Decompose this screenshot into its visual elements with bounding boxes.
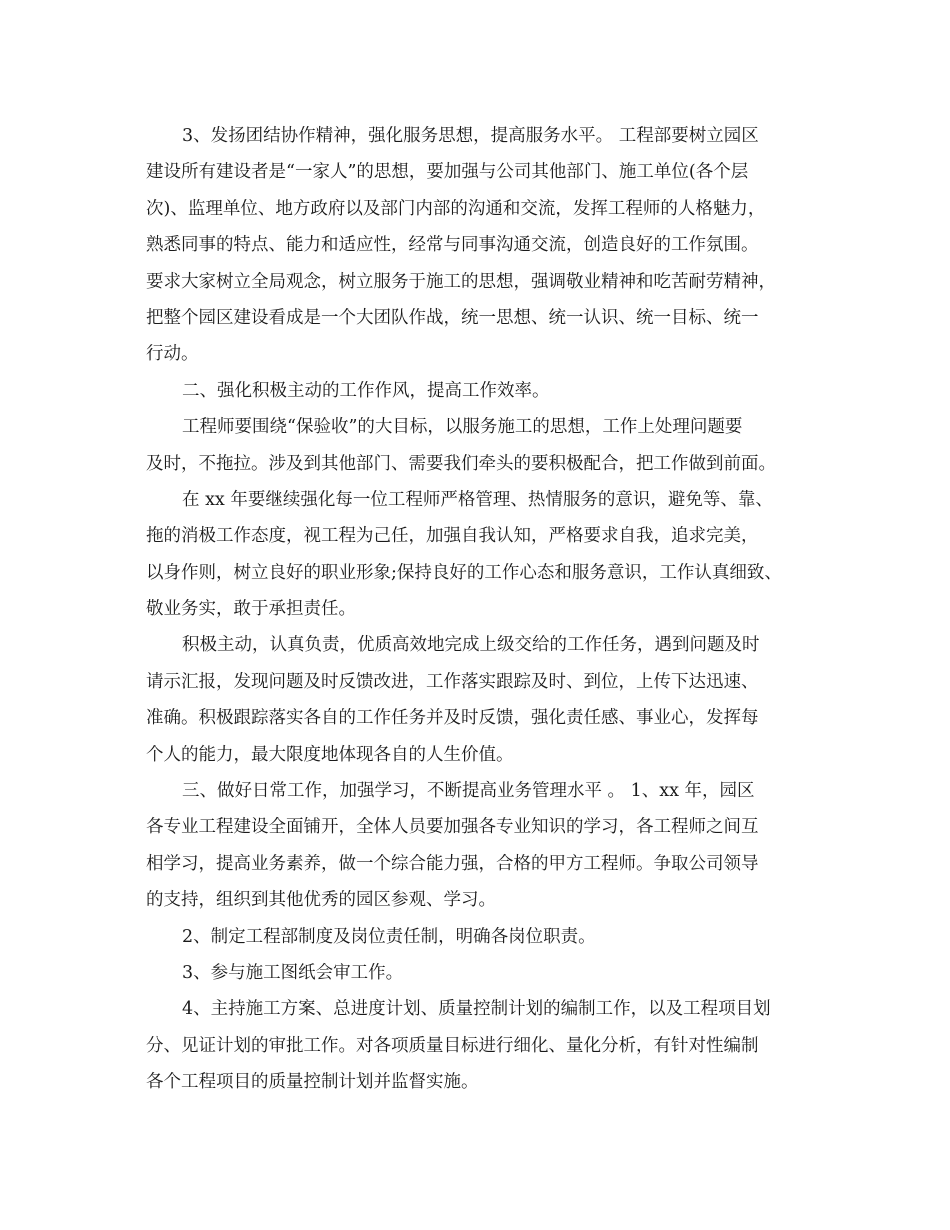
text-line: 各个工程项目的质量控制计划并监督实施。 <box>146 1072 479 1093</box>
text-line: 准确。积极跟踪落实各自的工作任务并及时反馈，强化责任感、事业心，发挥每 <box>146 708 759 729</box>
text-line: 各专业工程建设全面铺开，全体人员要加强各专业知识的学习，各工程师之间互 <box>146 817 759 838</box>
text-line: 积极主动，认真负责，优质高效地完成上级交给的工作任务，遇到问题及时 <box>182 635 760 656</box>
list-item: 4、主持施工方案、总进度计划、质量控制计划的编制工作，以及工程项目划 <box>182 999 771 1020</box>
text-line: 建设所有建设者是“一家人”的思想，要加强与公司其他部门、施工单位(各个层 <box>146 162 749 183</box>
text-line: 以身作则，树立良好的职业形象;保持良好的工作心态和服务意识，工作认真细致、 <box>146 562 782 583</box>
text-line: 3、发扬团结协作精神，强化服务思想，提高服务水平。 工程部要树立园区 <box>182 126 759 146</box>
text-line: 次)、监理单位、地方政府以及部门内部的沟通和交流，发挥工程师的人格魅力， <box>146 198 766 219</box>
text-line: 分、见证计划的审批工作。对各项质量目标进行细化、量化分析，有针对性编制 <box>146 1035 759 1056</box>
text-line: 拖的消极工作态度，视工程为己任，加强自我认知，严格要求自我，追求完美， <box>146 526 759 547</box>
text-line: 个人的能力，最大限度地体现各自的人生价值。 <box>146 744 514 765</box>
text-line: 及时，不拖拉。涉及到其他部门、需要我们牵头的要积极配合，把工作做到前面。 <box>146 453 776 474</box>
document-body <box>146 118 836 1101</box>
text-line: 的支持，组织到其他优秀的园区参观、学习。 <box>146 890 496 911</box>
text-line: 行动。 <box>146 344 199 365</box>
section-heading: 三、做好日常工作，加强学习，不断提高业务管理水平 。 1、xx 年，园区 <box>182 781 755 802</box>
list-item: 2、制定工程部制度及岗位责任制，明确各岗位职责。 <box>182 926 596 947</box>
text-line: 要求大家树立全局观念，树立服务于施工的思想，强调敬业精神和吃苦耐劳精神， <box>146 271 776 292</box>
text-line: 工程师要围绕“保验收”的大目标，以服务施工的思想，工作上处理问题要 <box>182 417 743 438</box>
text-line: 在 xx 年要继续强化每一位工程师严格管理、热情服务的意识，避免等、靠、 <box>182 489 773 510</box>
text-line: 熟悉同事的特点、能力和适应性，经常与同事沟通交流，创造良好的工作氛围。 <box>146 235 759 256</box>
text-line: 相学习，提高业务素养，做一个综合能力强，合格的甲方工程师。争取公司领导 <box>146 853 759 874</box>
text-line: 敬业务实，敢于承担责任。 <box>146 599 356 620</box>
text-line: 请示汇报，发现问题及时反馈改进，工作落实跟踪及时、到位，上传下达迅速、 <box>146 671 759 692</box>
list-item: 3、参与施工图纸会审工作。 <box>182 962 404 983</box>
section-heading: 二、强化积极主动的工作作风，提高工作效率。 <box>182 380 550 401</box>
text-line: 把整个园区建设看成是一个大团队作战，统一思想、统一认识、统一目标、统一 <box>146 307 759 328</box>
